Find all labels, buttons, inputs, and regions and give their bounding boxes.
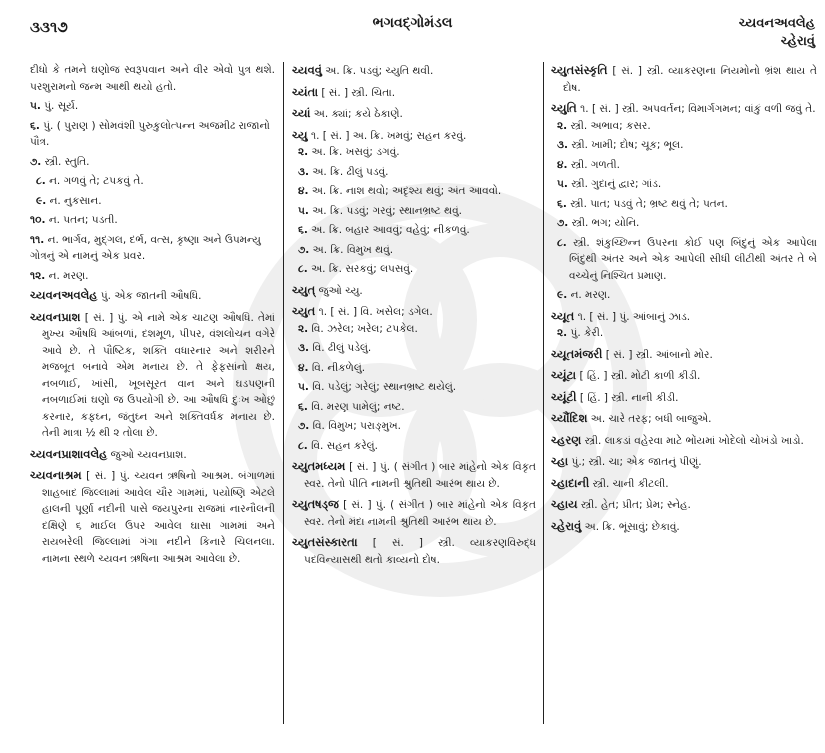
- dictionary-entry: ચ્યવનઅવલેહ પું. એક જાતની ઔષધિ.: [30, 288, 202, 302]
- headword: ચ્યવનાશ્રમ: [30, 468, 82, 482]
- dictionary-entry: ચ્હરણ સ્ત્રી. લાકડાં વહેરવા માટે ભોંયમાં ખોદેલો ચોખંડો ખાડો.: [551, 432, 804, 447]
- headword: ચ્યુતસંસ્કૃતિ: [551, 63, 608, 77]
- sense: ૧૨. ન. મરણ.: [30, 269, 89, 282]
- dictionary-entry: ચ્યુત ૧. [ સં. ] વિ. ખસેલ; ડગેલ. ૨. વિ. ઝરેલ; ખરેલ; ટપકેલ. ૩. વિ. ઢીલું પડેલું. ૪. વિ. નીકળેલું. ૫. વિ. પડેલું; ગરેલું; સ્થાનભ્રષ્ટ થયેલું. ૬. વિ. મરણ પામેલું; નષ્ટ. ૭. વિ. વિમુખ; પરાઙ્મુખ. ૮. વિ. સહન કરેલું.: [292, 303, 536, 454]
- guide-word-first: ચ્યવનઅવલેહ: [738, 16, 815, 31]
- sense: ૯. ન. મરણ.: [557, 289, 611, 301]
- headword: ચ્યવવું: [292, 63, 322, 77]
- dictionary-entry: ચ્યુતિ ૧. [ સં. ] સ્ત્રી. અપવર્તન; વિમાર્ગગમન; વાંકું વળી જવું તે. ૨. સ્ત્રી. અભાવ; કસર. ૩. સ્ત્રી. ખામી; દોષ; ચૂક; ભૂલ. ૪. સ્ત્રી. ગળતી. ૫. સ્ત્રી. ગુદાનું દ્વાર; ગાંડ. ૬. સ્ત્રી. પાત; પડવું તે; ભ્રષ્ટ થવું તે; પતન. ૭. સ્ત્રી. ભગ; યોનિ. ૮. સ્ત્રી. શંકુચ્છિન્ન ઉપરના કોઈ પણ બિંદુનું એક આપેલા બિંદુથી અંતર અને એક આપેલી સીધી લીટીથી અંતર તે બે વચ્ચેનું નિશ્ચિત પ્રમાણ. ૯. ન. મરણ.: [551, 100, 817, 304]
- sense: ૪. વિ. નીકળેલું.: [298, 361, 366, 374]
- headword: ચ્યુતષડ્જ: [292, 497, 339, 511]
- sense: ૫. અ. ક્રિ. પડવું; ગરવું; સ્થાનભ્રષ્ટ થવું.: [298, 204, 462, 217]
- sense: ૫. પું. સૂર્ય.: [30, 100, 79, 112]
- sense: ૧૦. ન. પતન; પડતી.: [30, 214, 118, 226]
- headword: ચ્યવનપ્રાશાવલેહ: [30, 446, 108, 461]
- headword: ચ્યૂત: [551, 308, 575, 323]
- dictionary-entry: ચ્યુતસંસ્કારતા [ સં. ] સ્ત્રી. વ્યાકરણવિરુદ્ધ પદવિન્યાસથી થતો કાવ્યનો દોષ.: [292, 535, 536, 566]
- sense: ૮. વિ. સહન કરેલું.: [298, 439, 378, 452]
- dictionary-entry: ચ્યૂંટી [ હિં. ] સ્ત્રી. નાની કીડી.: [551, 389, 679, 404]
- dictionary-entry: ચ્યાં અ. ક્યાં; કયે ઠેકાણે.: [292, 106, 403, 120]
- dictionary-entry: ચ્યુતષડ્જ [ સં. ] પું. ( સંગીત ) બાર માંહેનો એક વિકૃત સ્વર. તેનો મંદા નામની શ્રુતિથી આરંભ થાય છે.: [292, 497, 536, 528]
- dictionary-entry: ચ્યુત્ જુઓ ચ્યુ.: [292, 282, 363, 297]
- sense: ૨. વિ. ઝરેલ; ખરેલ; ટપકેલ.: [298, 322, 418, 335]
- sense: ૯. ન. નુકસાન.: [36, 194, 102, 207]
- headword: ચ્હા: [551, 454, 569, 468]
- headword: ચ્યવનઅવલેહ: [30, 288, 98, 302]
- headword: ચ્યાં: [292, 106, 311, 120]
- right-column: [551, 62, 817, 539]
- dictionary-entry: ચ્યુતમધ્યમ [ સં. ] પું. ( સંગીત ) બાર માંહેનો એક વિકૃત સ્વર. તેનો પીતિ નામની શ્રુતિથી આરંભ થાય છે.: [292, 459, 536, 490]
- sense: ૬. વિ. મરણ પામેલું; નષ્ટ.: [298, 400, 405, 413]
- sense: ૨. અ. ક્રિ. ખસવું; ડગવું.: [298, 146, 400, 158]
- sense: ૨. પું. કેરી.: [557, 327, 604, 339]
- dictionary-entry: ચ્યંતા [ સં. ] સ્ત્રી. ચિતા.: [292, 84, 396, 99]
- sense: ૫. વિ. પડેલું; ગરેલું; સ્થાનભ્રષ્ટ થયેલું.: [298, 381, 457, 393]
- page-header: [0, 0, 825, 60]
- headword: ચ્યંતા: [292, 84, 319, 99]
- dictionary-entry: ચ્યવનપ્રાશાવલેહ જુઓ ચ્યવનપ્રાશ.: [30, 446, 187, 461]
- sense: ૪. અ. ક્રિ. નાશ થવો; અદૃશ્ય થવું; અંત આવવો.: [298, 185, 502, 197]
- headword: ચ્હરણ: [551, 432, 582, 447]
- dictionary-entry: ચ્યૂતમંજરી [ સં. ] સ્ત્રી. આંબાનો મોર.: [551, 346, 713, 361]
- headword: ચ્યૂતમંજરી: [551, 346, 603, 361]
- sense: ૬. અ. ક્રિ. બહાર આવવું; વહેવું; નીકળવું.: [298, 224, 470, 236]
- book-title: ભગવદ્ગોમંડલ: [372, 15, 453, 31]
- dictionary-entry: ચ્હેરાવું અ. ક્રિ. ભૂંસાવું; છેકાવું.: [551, 518, 680, 533]
- dictionary-entry: ચ્હા પું.; સ્ત્રી. ચા; એક જાતનું પીણું.: [551, 454, 702, 468]
- dictionary-entry: ચ્યૂંટા [ હિં. ] સ્ત્રી. મોટી કાળી કીડી.: [551, 368, 701, 382]
- sense: ૭. સ્ત્રી. સ્તુતિ.: [30, 155, 90, 168]
- headword: ચ્હાદાની: [551, 475, 590, 490]
- headword: ચ્યુતસંસ્કારતા: [292, 535, 358, 549]
- dictionary-entry: ચ્હાદાની સ્ત્રી. ચાની કીટલી.: [551, 475, 669, 490]
- middle-column: [292, 62, 536, 572]
- page-number: ૩૩૧૭: [30, 18, 68, 36]
- headword: ચ્યૂંટી: [551, 389, 577, 404]
- guide-words: [739, 15, 815, 51]
- dictionary-entry: ચ્યવવું અ. ક્રિ. પડવું; ચ્યુતિ થવી.: [292, 63, 434, 77]
- sense: ૮. અ. ક્રિ. સરકવું; લપસવું.: [298, 263, 414, 275]
- sense: ૮. ન. ગળવું તે; ટપકવું તે.: [36, 175, 144, 187]
- column-divider: [283, 62, 284, 724]
- headword: ચ્યૌંદિશ: [551, 411, 588, 425]
- sense: ૪. સ્ત્રી. ગળતી.: [557, 158, 621, 171]
- sense: ૧૧. ન. ભાર્ગવ, મુદ્ગલ, દર્ભ, વત્સ, કૃષ્ણા અને ઉપમન્યુ ગોત્રનું એ નામનું એક પ્રવર.: [30, 233, 261, 262]
- dictionary-entry: ચ્યુતસંસ્કૃતિ [ સં. ] સ્ત્રી. વ્યાકરણના નિયમોનો ભ્રંશ થાય તે દોષ.: [551, 63, 817, 94]
- headword: ચ્યુત: [292, 304, 316, 318]
- sense: ૭. અ. ક્રિ. વિમુખ થવું.: [298, 243, 394, 256]
- sense: ૨. સ્ત્રી. અભાવ; કસર.: [557, 119, 651, 132]
- dictionary-entry: ચ્હાય સ્ત્રી. હેત; પ્રીત; પ્રેમ; સ્નેહ.: [551, 497, 691, 511]
- sense: ૭. સ્ત્રી. ભગ; યોનિ.: [557, 217, 640, 229]
- sense: ૭. વિ. વિમુખ; પરાઙ્મુખ.: [298, 420, 401, 432]
- continued-text: દીધો કે તમને ઘણોજ સ્વરૂપવાન અને વીર એવો પુત્ર થશે. પરશુરામનો જન્મ આથી થયો હતો.: [30, 64, 275, 93]
- headword: ચ્યૂંટા: [551, 368, 577, 382]
- headword: ચ્યુતિ: [551, 101, 577, 115]
- sense: ૫. સ્ત્રી. ગુદાનું દ્વાર; ગાંડ.: [557, 178, 662, 190]
- headword: ચ્હેરાવું: [551, 518, 582, 533]
- headword: ચ્યુત્: [292, 282, 316, 297]
- headword: ચ્યુતમધ્યમ: [292, 459, 346, 473]
- dictionary-entry: ચ્યવનાશ્રમ [ સં. ] પું. ચ્યવન ઋષિનો આશ્રમ. બંગાળમાં શાહબાદ જિલ્લામાં આવેલ ચૌર ગામમાં, પયોષ્ણિ એટલે હાલની પૂર્ણા નદીની પાસે જયપુરના રાજમાં નારનૌલની દક્ષિણે ૬ માઈલ ઉપર આવેલ ઘાસા ગામમાં અને રાયબરેલી જિલ્લામાં ગંગા નદીને કિનારે ચિલનલા. નામના સ્થળે ચ્યવન ઋષિના આશ્રમ આવેલા છે.: [30, 468, 275, 565]
- headword: ચ્યવનપ્રાશ: [30, 309, 81, 324]
- sense: ૬. સ્ત્રી. પાત; પડવું તે; ભ્રષ્ટ થવું તે; પતન.: [557, 197, 728, 210]
- sense: ૩. વિ. ઢીલું પડેલું.: [298, 342, 372, 354]
- dictionary-entry: ચ્યૂત ૧. [ સં. ] પું. આંબાનું ઝાડ. ૨. પું. કેરી.: [551, 308, 817, 342]
- sense: ૮. સ્ત્રી. શંકુચ્છિન્ન ઉપરના કોઈ પણ બિંદુનું એક આપેલા બિંદુથી અંતર અને એક આપેલી સીધી લીટીથી અંતર તે બે વચ્ચેનું નિશ્ચિત પ્રમાણ.: [557, 236, 817, 282]
- sense: ૬. પું. ( પુરાણ ) સોમવંશી પુરુકુલોત્પન્ન અજમીઢ રાજાનો પૌત્ર.: [30, 119, 270, 148]
- headword: ચ્હાય: [551, 497, 578, 511]
- headword: ચ્યુ: [292, 127, 308, 142]
- left-column: [30, 62, 275, 571]
- sense: ૩. સ્ત્રી. ખામી; દોષ; ચૂક; ભૂલ.: [557, 139, 684, 151]
- column-divider: [543, 62, 544, 724]
- dictionary-entry: ચ્યવનપ્રાશ [ સં. ] પું. એ નામે એક ચાટણ ઔષધિ. તેમાં મુખ્ય ઔષધિ આંબળાં, દશમૂળ, પીપર, વંશલોચન વગેરે આવે છે. તે પૌષ્ટિક, શક્તિ વધારનાર અને શરીરને મજબૂત બનાવે એમ મનાય છે. તે ફેફસાંનો ક્ષય, નબળાઈ, ખાંસી, ખૂબસૂરત વાન અને ઘડપણની નબળાઈમાં ઘણો જ ઉપયોગી છે. આ ઔષધિ દુઃખ ઓછું કરનાર, કફઘ્ન, જંતુઘ્ન અને શક્તિવર્ધક મનાય છે. તેની માત્રા ½ થી ૨ તોલા છે.: [30, 309, 275, 439]
- sense: ૩. અ. ક્રિ. ઢીલું પડવું.: [298, 165, 389, 178]
- dictionary-entry: ચ્યૌંદિશ અ. ચારે તરફ; બધી બાજુએ.: [551, 411, 712, 425]
- dictionary-entry: ચ્યુ ૧. [ સં. ] અ. ક્રિ. ખમવું; સહન કરવું. ૨. અ. ક્રિ. ખસવું; ડગવું. ૩. અ. ક્રિ. ઢીલું પડવું. ૪. અ. ક્રિ. નાશ થવો; અદૃશ્ય થવું; અંત આવવો. ૫. અ. ક્રિ. પડવું; ગરવું; સ્થાનભ્રષ્ટ થવું. ૬. અ. ક્રિ. બહાર આવવું; વહેવું; નીકળવું. ૭. અ. ક્રિ. વિમુખ થવું. ૮. અ. ક્રિ. સરકવું; લપસવું.: [292, 127, 536, 278]
- guide-word-last: ચ્હેરાવું: [780, 34, 815, 49]
